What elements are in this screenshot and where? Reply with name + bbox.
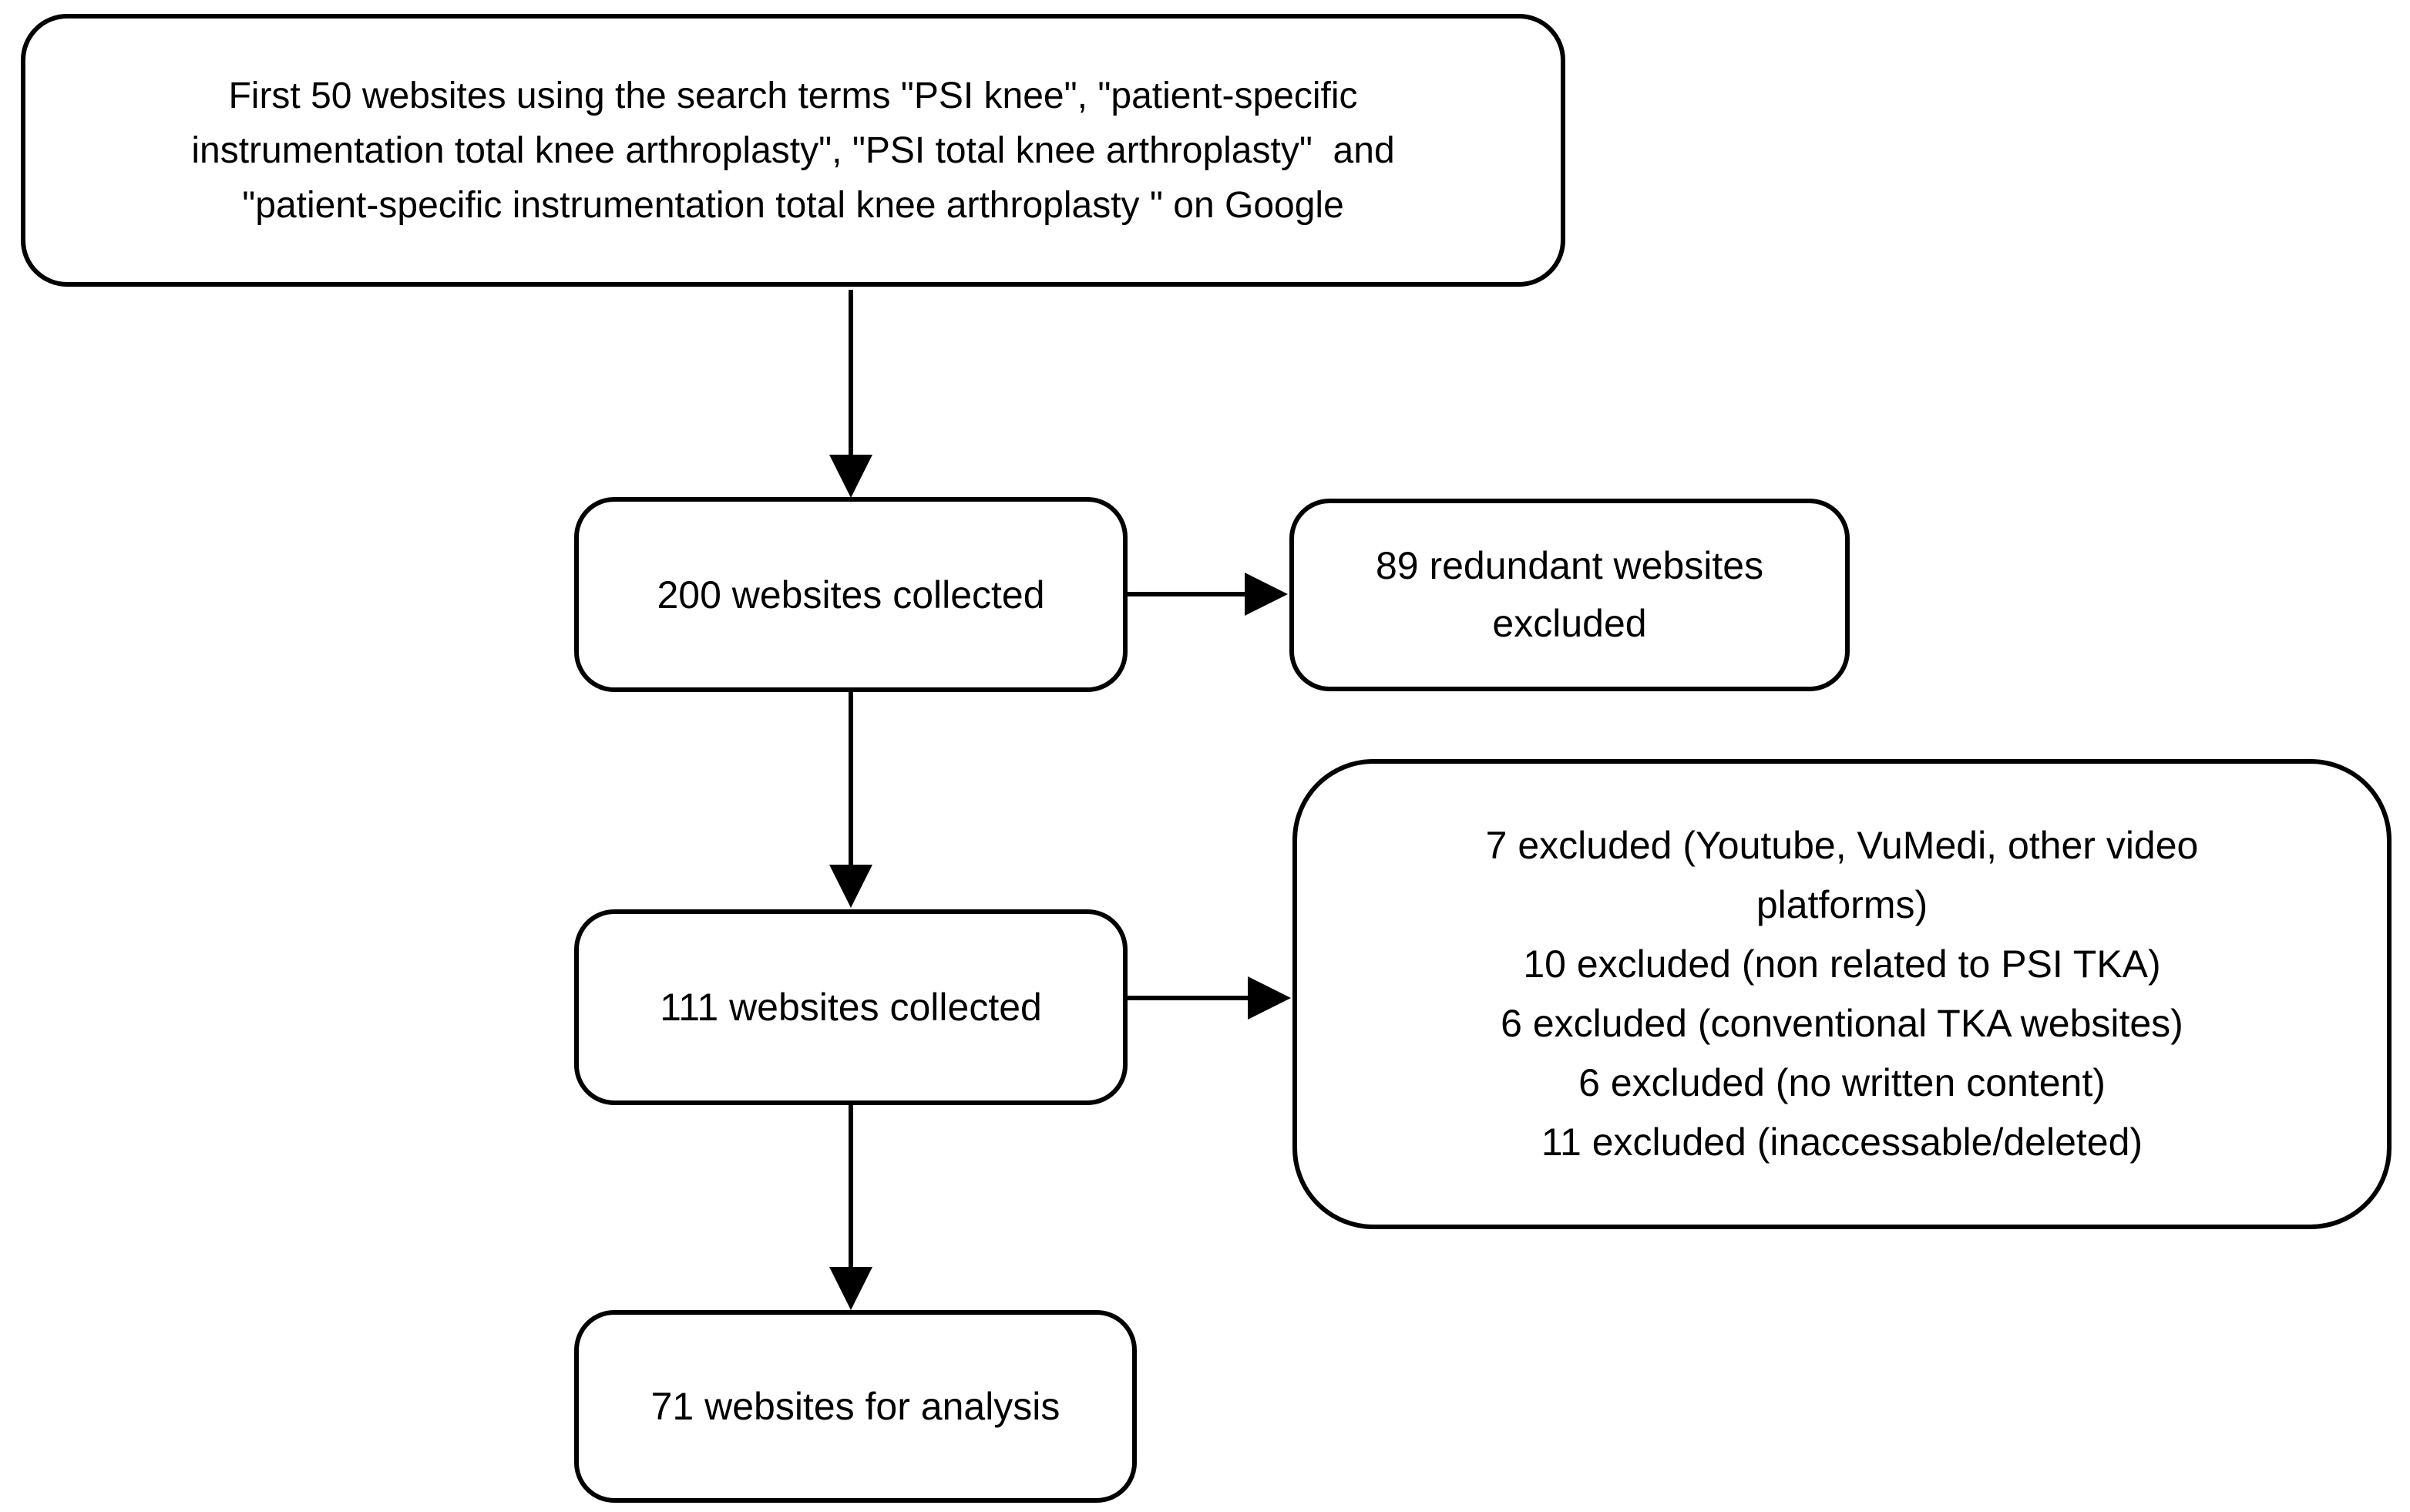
arrow-200-to-111 (829, 692, 872, 908)
arrow-200-to-89 (1128, 573, 1288, 616)
node-search-terms (21, 14, 1565, 287)
arrow-111-to-71 (829, 1105, 872, 1310)
exclusion-item: 11 excluded (inaccessable/deleted) (1541, 1121, 2143, 1164)
node-exclusion-reasons (1292, 759, 2392, 1229)
node-label: 111 websites collected (660, 986, 1042, 1029)
search-terms-line-3: "patient-specific instrumentation total knee arthroplasty " on Google (242, 184, 1344, 226)
node-200-websites-collected (574, 497, 1128, 692)
arrow-search-to-200 (829, 290, 872, 498)
node-111-websites-collected (574, 909, 1128, 1105)
exclusion-item: 6 excluded (conventional TKA websites) (1501, 1002, 2183, 1045)
arrow-111-to-exclusions (1128, 976, 1291, 1020)
exclusion-item: 6 excluded (no written content) (1578, 1061, 2106, 1104)
node-label: 71 websites for analysis (650, 1385, 1060, 1428)
exclusion-item: 10 excluded (non related to PSI TKA) (1523, 942, 2161, 986)
exclusion-item: 7 excluded (Youtube, VuMedi, other video platforms) (1485, 824, 2210, 926)
node-label: 200 websites collected (657, 573, 1045, 617)
node-89-redundant-excluded (1289, 499, 1850, 691)
node-label: 89 redundant websites excluded (1375, 544, 1774, 645)
search-terms-line-1: First 50 websites using the search terms "PSI knee", "patient-specific (228, 75, 1358, 116)
node-71-websites-analysis (574, 1310, 1137, 1503)
search-terms-line-2: instrumentation total knee arthroplasty", "PSI total knee arthroplasty" and (191, 129, 1395, 171)
